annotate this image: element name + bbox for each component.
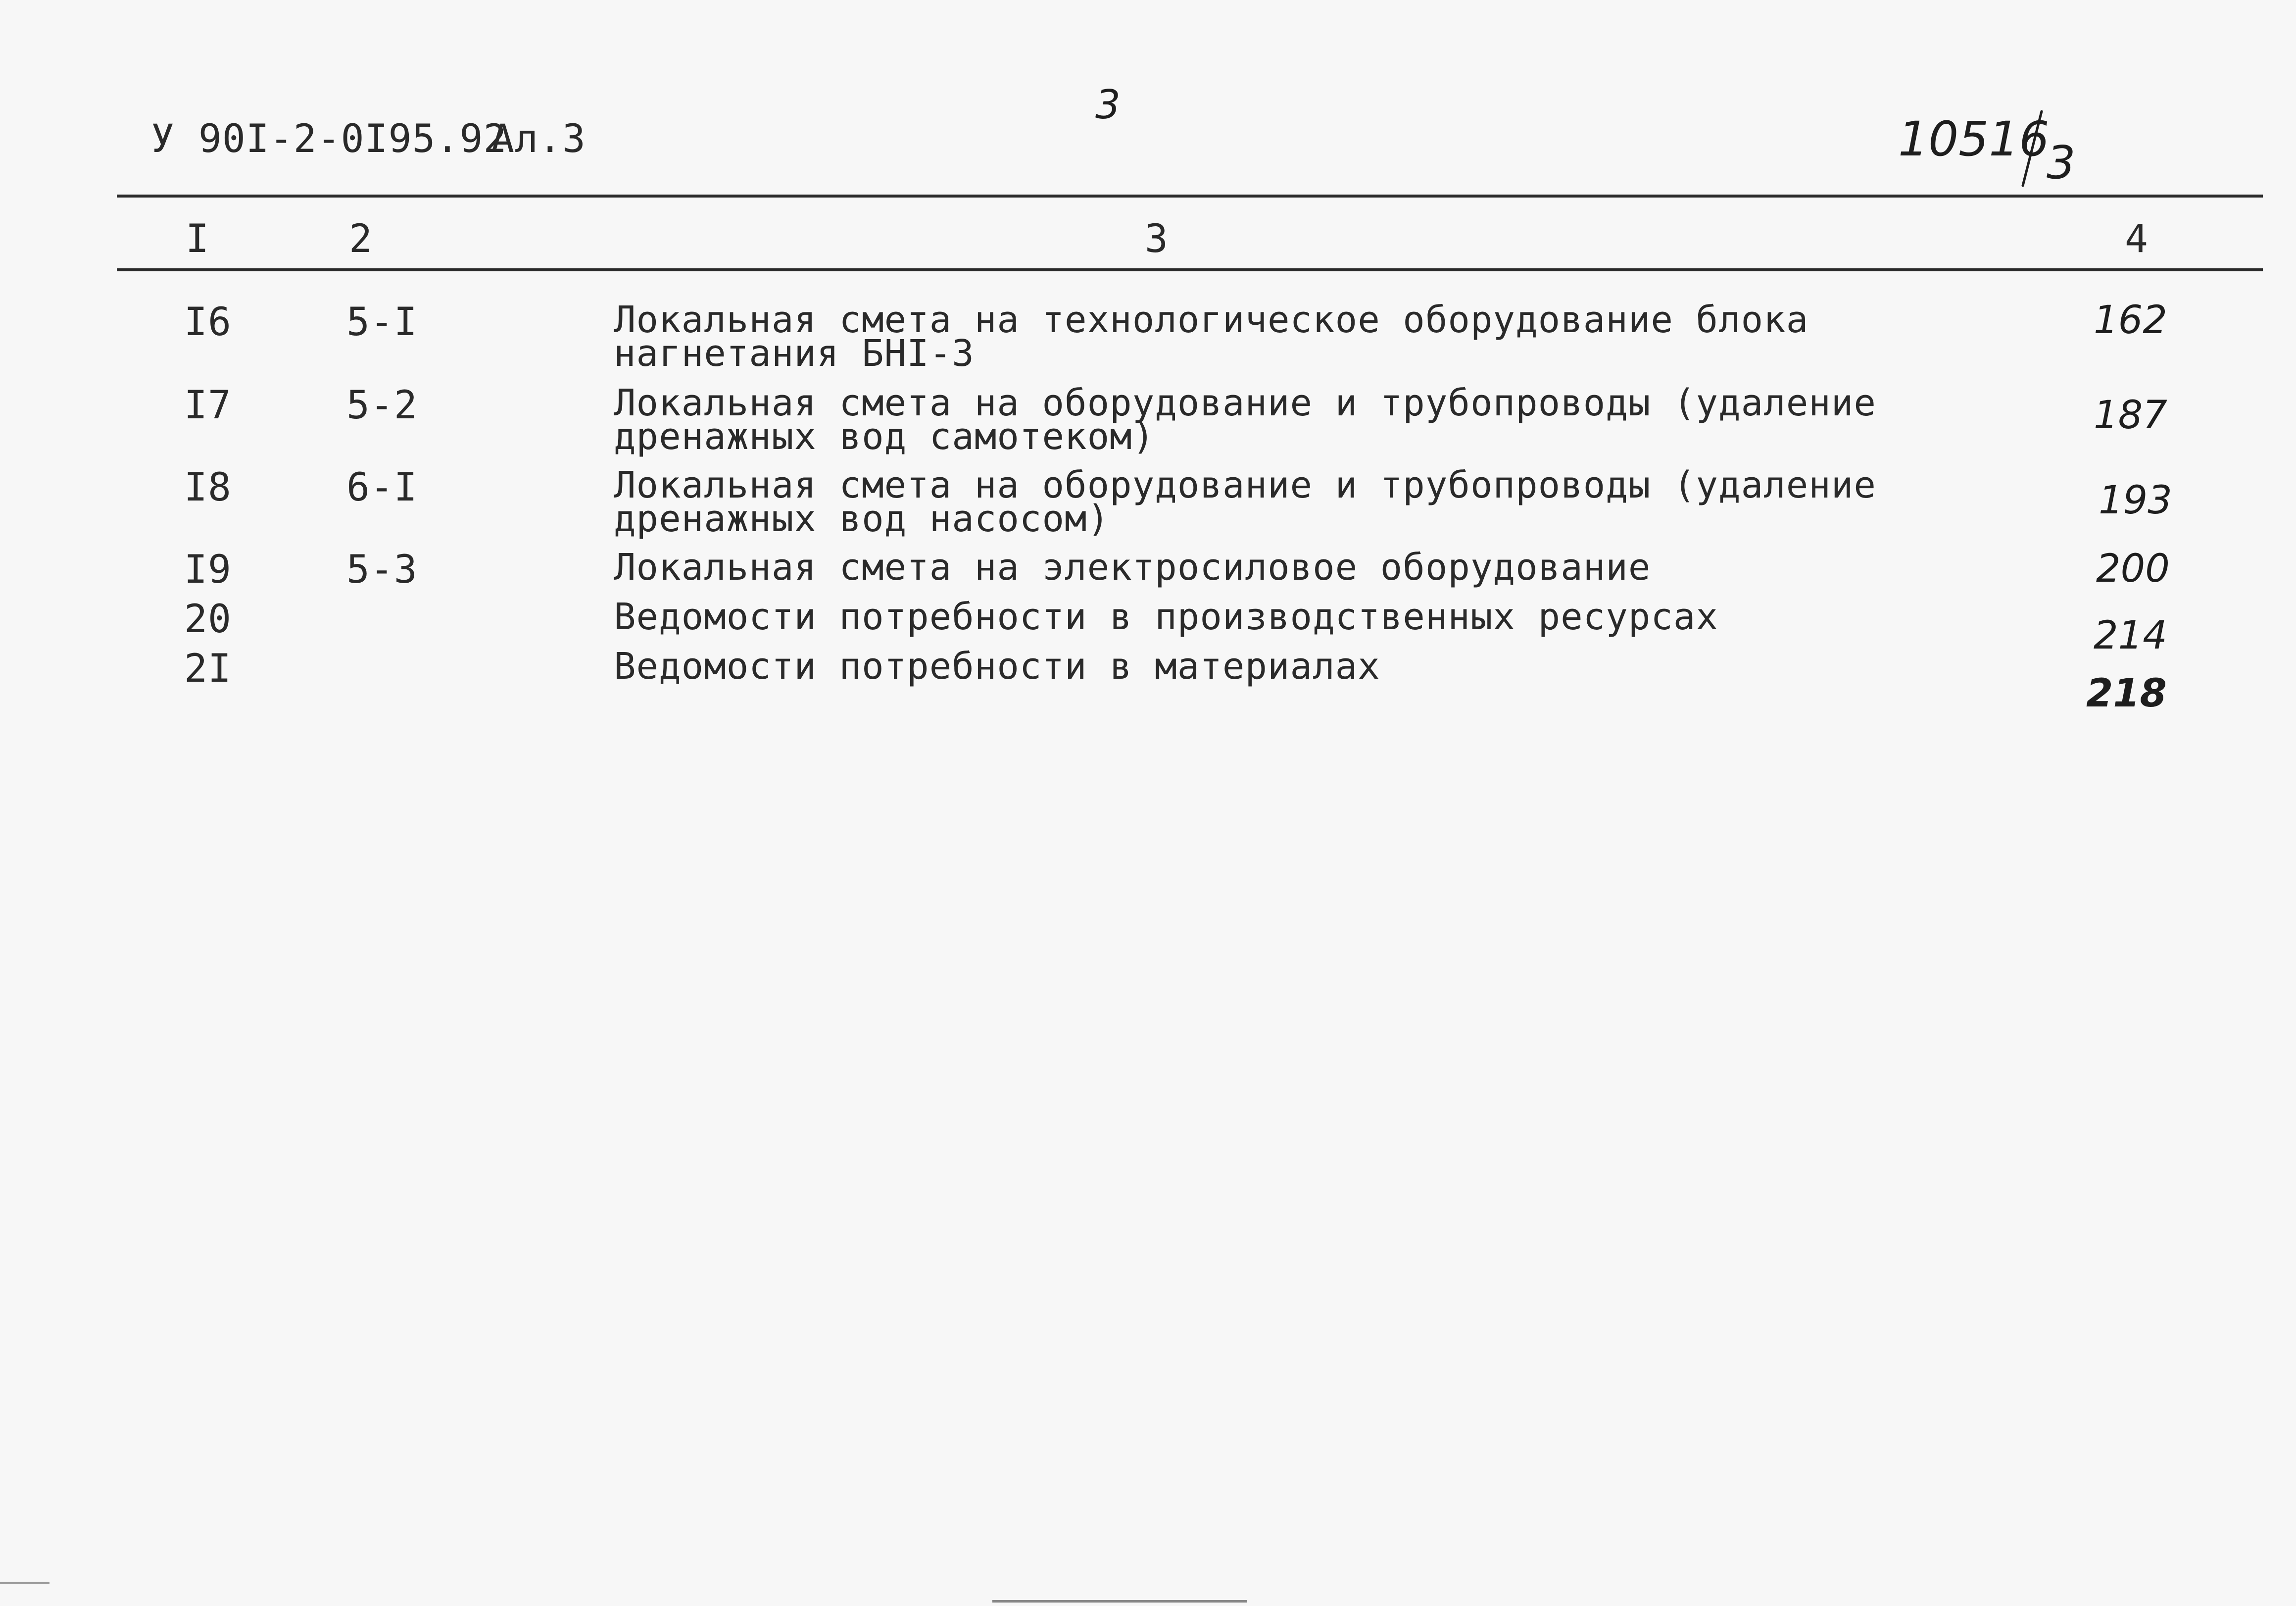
row-description [614, 546, 2049, 589]
row-page: 218 [2086, 671, 2167, 716]
row-description-line: Ведомости потребности в производственных ресурсах [614, 596, 1719, 638]
top-rule [117, 195, 2263, 198]
row-description-line: Локальная смета на электросиловое оборудование [614, 546, 1651, 589]
row-description [614, 299, 2049, 375]
row-description [614, 382, 2049, 458]
column-header-4: 4 [2125, 217, 2149, 261]
row-description-line: дренажных вод самотеком) [614, 415, 1155, 458]
row-description [614, 464, 2049, 540]
archive-slash [2017, 106, 2047, 191]
row-number: 20 [184, 597, 232, 642]
row-description-line: дренажных вод насосом) [614, 498, 1110, 540]
row-reference: 5-I [346, 300, 418, 345]
column-header-1: I [186, 217, 209, 261]
album-label: Ал.3 [491, 117, 586, 161]
row-number: I9 [184, 548, 232, 592]
row-page: 200 [2096, 547, 2170, 591]
row-reference: 5-2 [346, 383, 418, 428]
row-description [614, 596, 2049, 638]
document-code: У 90I-2-0I95.92 [151, 117, 507, 161]
row-description-line: Ведомости потребности в материалах [614, 645, 1380, 688]
row-number: I6 [184, 300, 232, 345]
row-number: I8 [184, 465, 232, 510]
archive-number-main: 10516 [1898, 111, 2050, 167]
row-reference: 6-I [346, 465, 418, 510]
row-description-line: Локальная смета на оборудование и трубопроводы (удаление [614, 382, 1876, 424]
row-description-line: Локальная смета на оборудование и трубопроводы (удаление [614, 464, 1876, 506]
row-description-line: нагнетания БНI-3 [614, 332, 975, 375]
header-rule [117, 268, 2263, 271]
row-description [614, 645, 2049, 688]
scan-edge-mark [0, 1582, 49, 1584]
row-number: I7 [184, 383, 232, 428]
row-description-line: Локальная смета на технологическое оборудование блока [614, 299, 1809, 341]
scan-bottom-mark [992, 1600, 1247, 1603]
row-number: 2I [184, 647, 232, 691]
row-page: 187 [2094, 393, 2167, 438]
row-page: 214 [2094, 613, 2167, 658]
row-page: 193 [2099, 478, 2172, 523]
column-header-2: 2 [349, 217, 373, 261]
page-number: 3 [1095, 82, 1121, 128]
row-page: 162 [2094, 298, 2167, 343]
column-header-3: 3 [1145, 217, 1169, 261]
archive-number-suffix: 3 [2047, 136, 2076, 189]
archive-number [1898, 106, 2086, 191]
row-reference: 5-3 [346, 548, 418, 592]
